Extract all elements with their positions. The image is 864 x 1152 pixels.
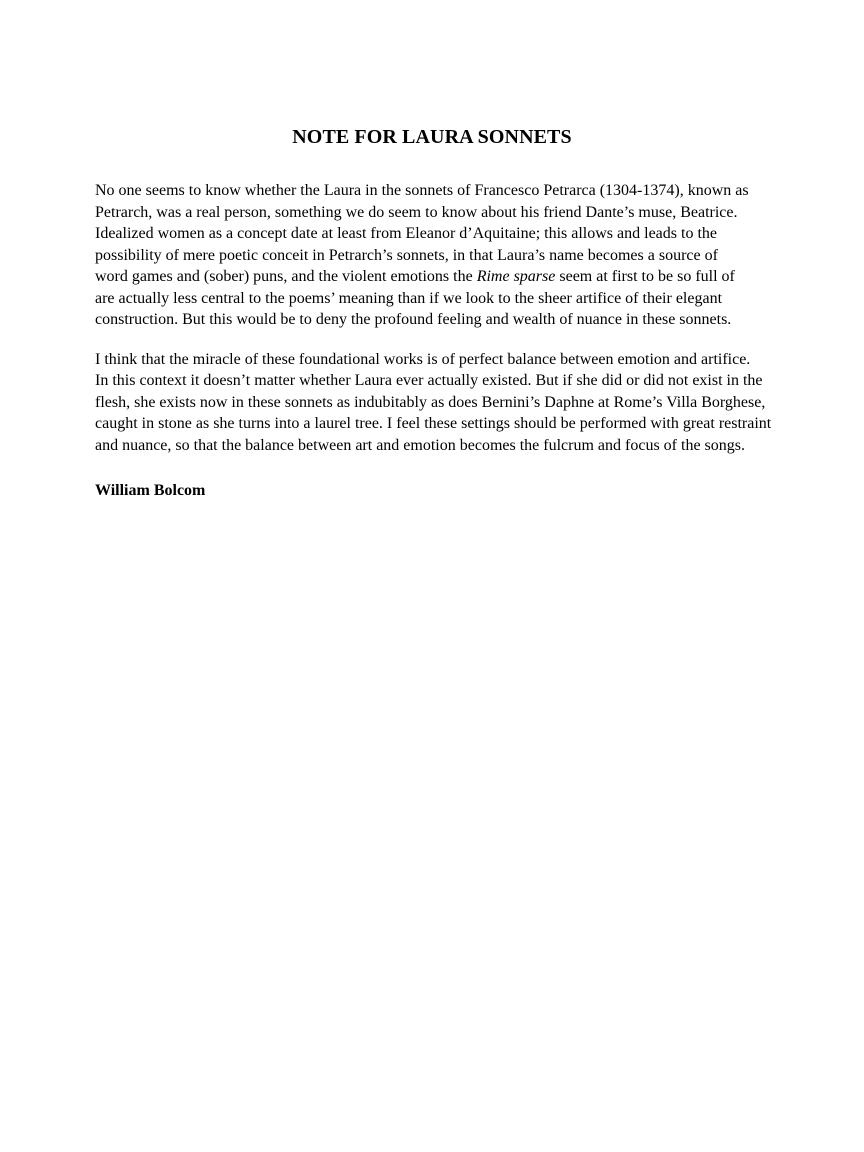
text-segment: and nuance, so that the balance between art and emotion becomes the fulcrum and focus of the songs.: [95, 436, 745, 454]
text-segment: flesh, she exists now in these sonnets as indubitably as does Bernini’s Daphne at Rome’s Villa Borghese,: [95, 393, 766, 411]
text-line: [95, 223, 815, 245]
text-segment: I think that the miracle of these foundational works is of perfect balance between emotion and artifice.: [95, 350, 751, 368]
text-line: [95, 413, 815, 435]
document-body: [95, 180, 815, 502]
text-segment: word games and (sober) puns, and the violent emotions the: [95, 268, 477, 285]
text-line: [95, 180, 815, 202]
text-line: [95, 266, 815, 288]
text-segment: Idealized women as a concept date at least from Eleanor d’Aquitaine; this allows and leads to the: [95, 225, 717, 242]
text-segment: are actually less central to the poems’ meaning than if we look to the sheer artifice of their elegant: [95, 289, 723, 307]
text-segment: No one seems to know whether the Laura in the sonnets of Francesco Petrarca (1304-1374), known as: [95, 182, 749, 199]
text-line: [95, 349, 815, 371]
text-line: [95, 202, 815, 224]
italic-text: Rime sparse: [476, 268, 556, 285]
text-line: [95, 370, 815, 392]
text-segment: Petrarch, was a real person, something we do seem to know about his friend Dante’s muse, Beatrice.: [95, 203, 738, 221]
text-line: [95, 245, 815, 267]
text-segment: In this context it doesn’t matter whether Laura ever actually existed. But if she did or did not exist in the: [95, 372, 763, 389]
text-segment: construction. But this would be to deny the profound feeling and wealth of nuance in these sonnets.: [95, 311, 732, 328]
text-line: [95, 309, 815, 331]
author-signature: William Bolcom: [95, 482, 206, 499]
text-line: [95, 435, 815, 457]
text-segment: caught in stone as she turns into a laurel tree. I feel these settings should be performed with great restraint: [95, 415, 772, 432]
paragraph: [95, 349, 815, 457]
text-line: [95, 392, 815, 414]
text-segment: seem at first to be so full of: [555, 268, 735, 285]
text-segment: possibility of mere poetic conceit in Petrarch’s sonnets, in that Laura’s name becomes a source of: [95, 246, 718, 264]
text-line: [95, 288, 815, 310]
paragraph: [95, 180, 815, 331]
page-title: NOTE FOR LAURA SONNETS: [292, 126, 572, 148]
